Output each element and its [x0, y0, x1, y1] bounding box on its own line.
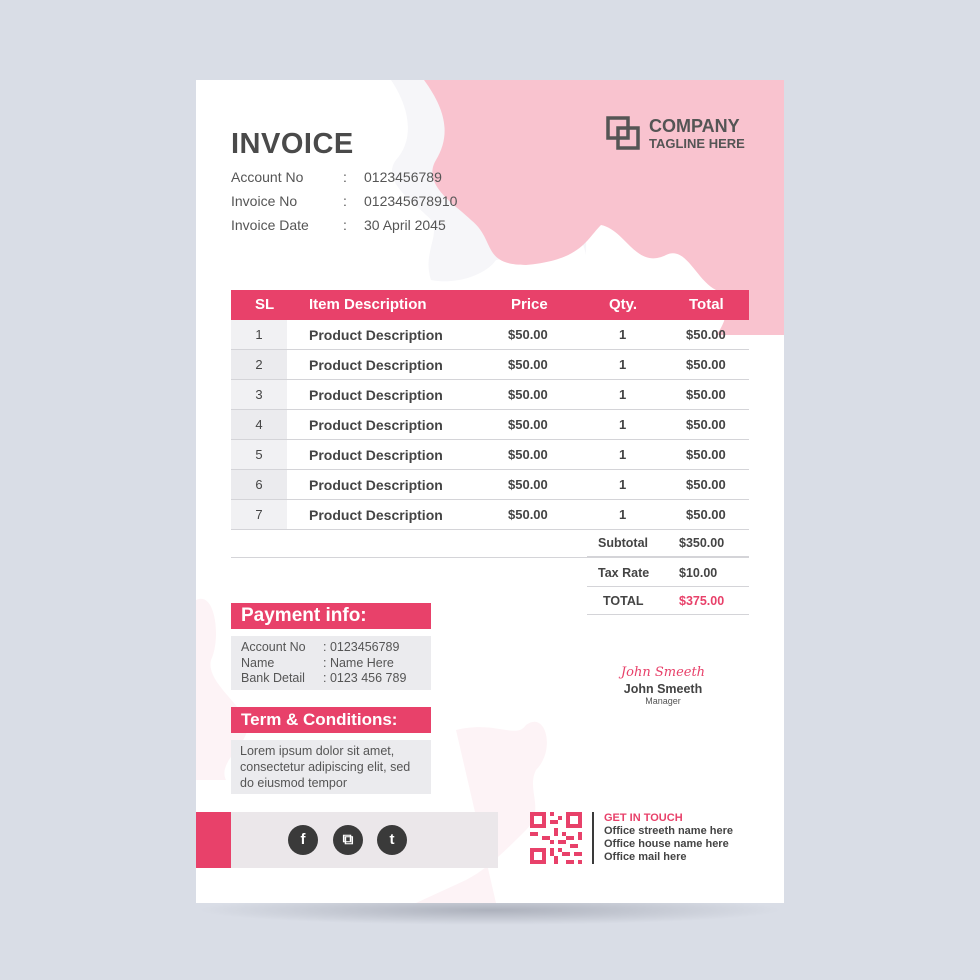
payment-info-box: [231, 636, 431, 690]
header-qty: Qty.: [609, 296, 638, 313]
facebook-icon[interactable]: f: [288, 825, 318, 855]
table-header: [231, 290, 749, 320]
row-price: $50.00: [508, 417, 548, 432]
meta-value: 0123456789: [364, 169, 442, 185]
contact-line-street: Office streeth name here: [604, 825, 733, 837]
table-row: [231, 320, 749, 350]
meta-colon: :: [343, 217, 347, 233]
row-sl: 1: [231, 320, 287, 349]
table-row: [231, 350, 749, 380]
company-brand: [606, 114, 766, 154]
header-price: Price: [511, 296, 548, 313]
meta-label: Invoice Date: [231, 217, 309, 233]
tax-row: [587, 559, 749, 587]
row-qty: 1: [619, 327, 627, 342]
social-footer: [196, 812, 498, 868]
meta-label: Account No: [231, 169, 304, 185]
footer-accent: [196, 812, 231, 868]
meta-colon: :: [343, 169, 347, 185]
row-total: $50.00: [686, 477, 726, 492]
row-qty: 1: [619, 477, 627, 492]
row-description: Product Description: [309, 417, 443, 433]
signature-script: John Smeeth: [620, 665, 706, 680]
contact-block: [604, 812, 733, 864]
row-total: $50.00: [686, 327, 726, 342]
meta-value: 012345678910: [364, 193, 458, 209]
row-price: $50.00: [508, 507, 548, 522]
table-row: [231, 500, 749, 530]
company-name: COMPANY: [649, 116, 740, 136]
tax-value: $10.00: [679, 566, 718, 580]
row-price: $50.00: [508, 327, 548, 342]
row-price: $50.00: [508, 477, 548, 492]
contact-line-house: Office house name here: [604, 838, 729, 850]
squares-icon[interactable]: ⧉: [333, 825, 363, 855]
table-row: [231, 380, 749, 410]
payment-value: : Name Here: [323, 656, 394, 670]
row-qty: 1: [619, 447, 627, 462]
row-qty: 1: [619, 387, 627, 402]
invoice-title: INVOICE: [231, 128, 354, 160]
contact-line-mail: Office mail here: [604, 851, 687, 863]
row-sl: 2: [231, 350, 287, 379]
qr-code-icon: [530, 812, 582, 864]
row-price: $50.00: [508, 387, 548, 402]
row-sl: 7: [231, 500, 287, 529]
subtotal-value: $350.00: [679, 536, 725, 550]
row-price: $50.00: [508, 447, 548, 462]
payment-value: : 0123456789: [323, 640, 400, 654]
row-qty: 1: [619, 357, 627, 372]
row-total: $50.00: [686, 357, 726, 372]
contact-heading: GET IN TOUCH: [604, 812, 683, 824]
payment-value: : 0123 456 789: [323, 671, 407, 685]
table-row: [231, 470, 749, 500]
items-table: [231, 290, 749, 530]
row-total: $50.00: [686, 417, 726, 432]
meta-label: Invoice No: [231, 193, 298, 209]
meta-value: 30 April 2045: [364, 217, 446, 233]
header-sl: SL: [255, 296, 275, 313]
header-description: Item Description: [309, 296, 427, 313]
row-total: $50.00: [686, 447, 726, 462]
table-row: [231, 410, 749, 440]
signer-name: John Smeeth: [623, 682, 703, 696]
terms-title: Term & Conditions:: [231, 707, 431, 733]
header-total: Total: [689, 296, 724, 313]
total-value: $375.00: [679, 594, 725, 608]
subtotal-label: Subtotal: [598, 536, 648, 550]
twitter-icon[interactable]: t: [377, 825, 407, 855]
row-qty: 1: [619, 417, 627, 432]
meta-colon: :: [343, 193, 347, 209]
company-tagline: TAGLINE HERE: [649, 136, 745, 151]
subtotal-row: [587, 529, 749, 557]
table-divider: [231, 557, 749, 558]
terms-text: Lorem ipsum dolor sit amet, consectetur adipiscing elit, sed do eiusmod tempor: [231, 740, 431, 794]
row-description: Product Description: [309, 327, 443, 343]
row-qty: 1: [619, 507, 627, 522]
invoice-page: [196, 80, 784, 903]
row-sl: 4: [231, 410, 287, 439]
row-description: Product Description: [309, 507, 443, 523]
row-sl: 6: [231, 470, 287, 499]
row-price: $50.00: [508, 357, 548, 372]
payment-info-title: Payment info:: [231, 603, 431, 629]
table-row: [231, 440, 749, 470]
row-total: $50.00: [686, 387, 726, 402]
row-description: Product Description: [309, 477, 443, 493]
row-description: Product Description: [309, 387, 443, 403]
row-description: Product Description: [309, 357, 443, 373]
total-label: TOTAL: [603, 594, 644, 608]
tax-label: Tax Rate: [598, 566, 650, 580]
payment-label: Bank Detail: [241, 671, 305, 685]
row-description: Product Description: [309, 447, 443, 463]
payment-label: Account No: [241, 640, 306, 654]
signature-block: [596, 665, 730, 706]
signer-role: Manager: [645, 696, 681, 706]
row-sl: 5: [231, 440, 287, 469]
payment-label: Name: [241, 656, 275, 670]
row-total: $50.00: [686, 507, 726, 522]
row-sl: 3: [231, 380, 287, 409]
contact-divider: [592, 812, 594, 864]
total-row: [587, 587, 749, 615]
overlapping-squares-icon: [606, 116, 642, 152]
